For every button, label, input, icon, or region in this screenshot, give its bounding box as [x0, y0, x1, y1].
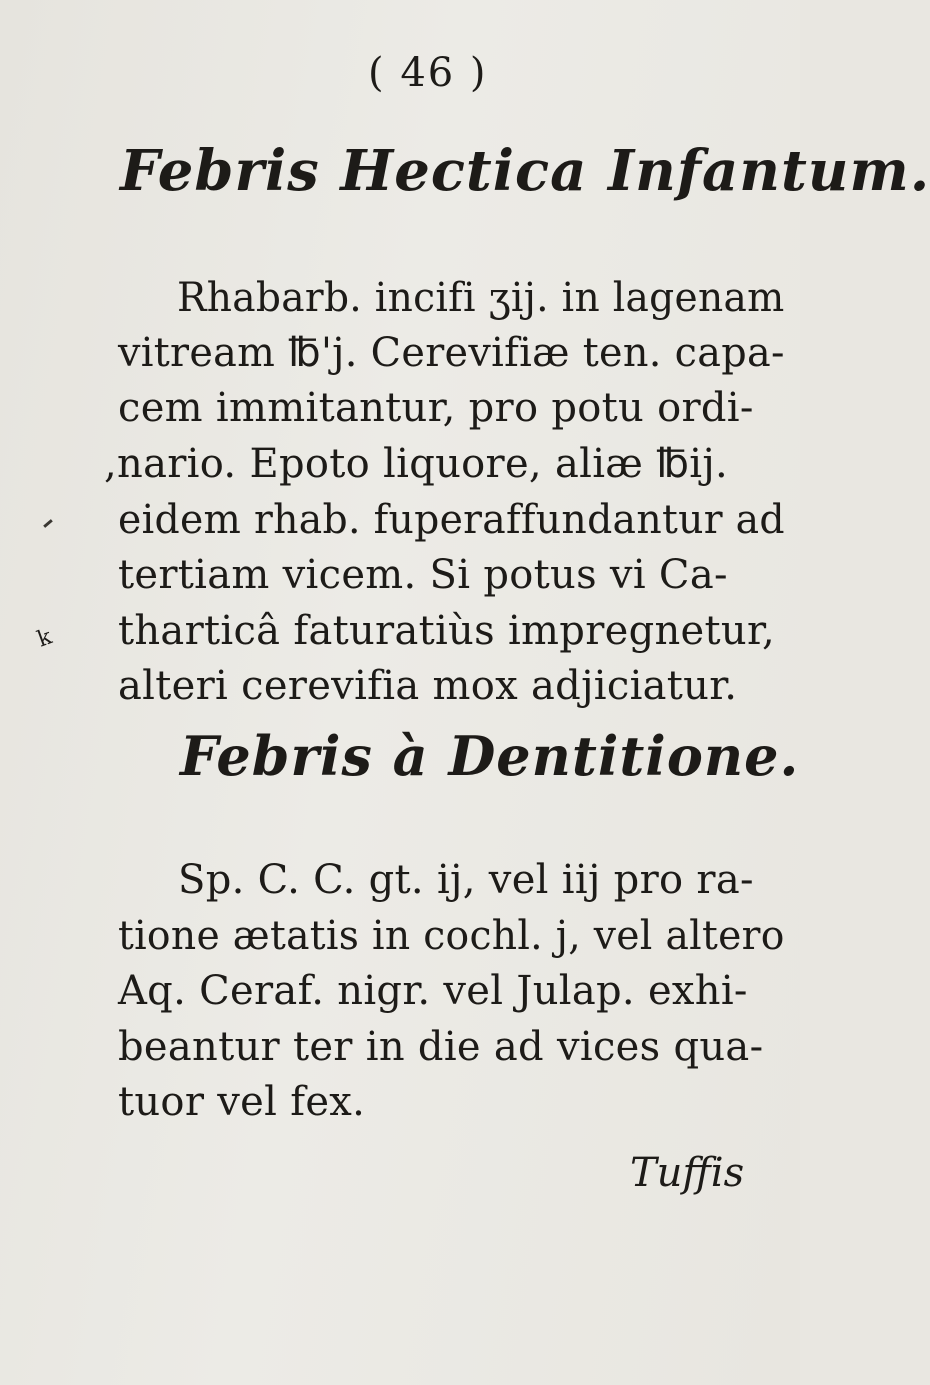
text-line: cem immitantur, pro potu ordi-	[118, 385, 754, 431]
text-line: tione ætatis in cochl. j, vel altero	[118, 913, 785, 959]
text-line: alteri cerevifia mox adjiciatur.	[118, 663, 738, 709]
text-line: Sp. C. C. gt. ij, vel iij pro ra-	[178, 857, 754, 903]
text-line: tharticâ faturatiùs impregnetur,	[118, 608, 776, 654]
margin-mark: k	[34, 624, 56, 653]
text-line: Rhabarb. incifi ʒij. in lagenam	[177, 275, 785, 321]
catchword: Tuffis	[630, 1150, 745, 1196]
text-line: tertiam vicem. Si potus vi Ca-	[118, 552, 728, 598]
section-heading-febris-hectica: Febris Hectica Infantum.	[120, 138, 930, 204]
margin-dash	[43, 519, 53, 528]
text-line: tuor vel fex.	[118, 1079, 366, 1125]
text-line: vitream ℔'j. Cerevifiæ ten. capa-	[118, 330, 785, 376]
text-line: beantur ter in die ad vices qua-	[118, 1024, 764, 1070]
section-heading-febris-dentitione: Febris à Dentitione.	[180, 724, 800, 788]
text-line: Aq. Ceraf. nigr. vel Julap. exhi-	[118, 968, 748, 1014]
page-number: ( 46 )	[368, 50, 488, 96]
text-line: ,nario. Epoto liquore, aliæ ℔ij.	[104, 441, 729, 487]
text-line: eidem rhab. fuperaffundantur ad	[118, 497, 785, 543]
